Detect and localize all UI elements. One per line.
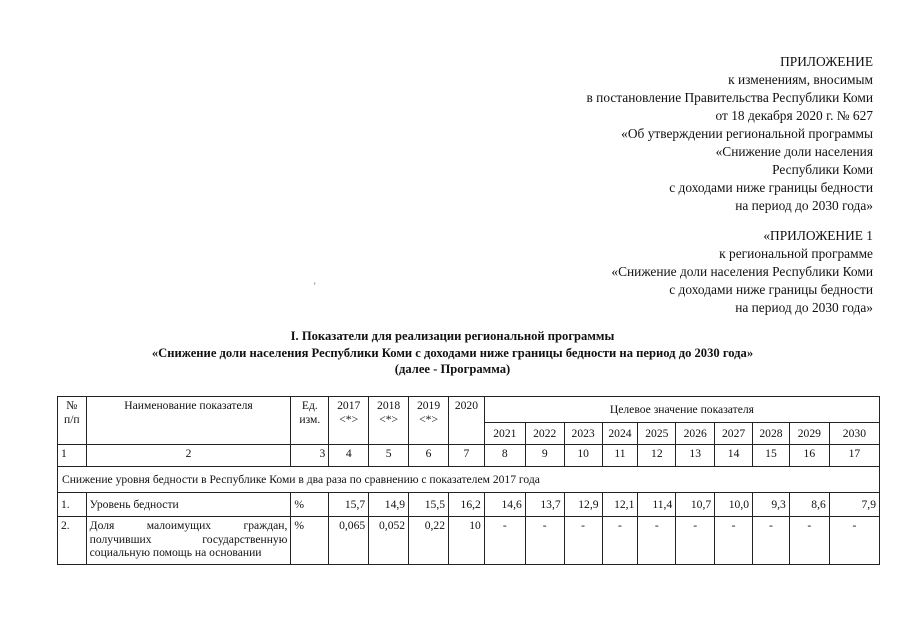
row-value: - — [715, 517, 753, 565]
target-year: 2022 — [525, 423, 564, 445]
target-year: 2023 — [564, 423, 602, 445]
row-name: Уровень бедности — [86, 493, 291, 517]
appendix-header-line: ПРИЛОЖЕНИЕ — [780, 54, 873, 69]
section-row — [58, 467, 880, 493]
appendix-header-line: с доходами ниже границы бедности — [669, 180, 873, 195]
target-year: 2029 — [789, 423, 829, 445]
header-2019: 2019 <*> — [409, 397, 449, 445]
row-value: 12,1 — [602, 493, 638, 517]
row-value: 9,3 — [753, 493, 790, 517]
column-number: 9 — [525, 445, 564, 467]
table-row — [58, 493, 880, 517]
header-unit: Ед. изм. — [291, 397, 329, 445]
target-year: 2025 — [638, 423, 676, 445]
column-number: 13 — [676, 445, 715, 467]
column-number: 4 — [329, 445, 369, 467]
indicators-table — [57, 396, 880, 565]
row-unit: % — [291, 517, 329, 565]
column-number: 7 — [449, 445, 485, 467]
target-year: 2027 — [715, 423, 753, 445]
appendix-header-line: от 18 декабря 2020 г. № 627 — [715, 108, 873, 123]
target-year: 2021 — [484, 423, 525, 445]
header-num: № п/п — [58, 397, 87, 445]
section-title: Снижение уровня бедности в Республике Коми в два раза по сравнению с показателем 2017 года — [58, 467, 880, 493]
row-value: - — [829, 517, 879, 565]
row-value: 8,6 — [789, 493, 829, 517]
row-value: 16,2 — [449, 493, 485, 517]
column-number: 5 — [369, 445, 409, 467]
row-value: 0,065 — [329, 517, 369, 565]
appendix-header-line: Республики Коми — [772, 162, 873, 177]
row-value: 14,9 — [369, 493, 409, 517]
table-row — [58, 517, 880, 565]
appendix-header-line: к изменениям, вносимым — [728, 72, 873, 87]
column-number: 6 — [409, 445, 449, 467]
row-value: - — [638, 517, 676, 565]
appendix-header-line: в постановление Правительства Республики Коми — [586, 90, 873, 105]
column-number: 1 — [58, 445, 87, 467]
column-number: 16 — [789, 445, 829, 467]
column-number: 2 — [86, 445, 291, 467]
header-name: Наименование показателя — [86, 397, 291, 445]
stray-mark: ' — [314, 281, 316, 291]
appendix-header-line: «Об утверждении региональной программы — [621, 126, 873, 141]
document-title — [0, 328, 905, 378]
header-2020: 2020 — [449, 397, 485, 445]
row-value: - — [564, 517, 602, 565]
column-number: 3 — [291, 445, 329, 467]
appendix1-header-line: «Снижение доли населения Республики Коми — [611, 264, 873, 279]
column-number: 15 — [753, 445, 790, 467]
row-value: 10,0 — [715, 493, 753, 517]
target-year: 2026 — [676, 423, 715, 445]
target-year: 2030 — [829, 423, 879, 445]
header-target: Целевое значение показателя — [484, 397, 879, 423]
appendix1-header-line: с доходами ниже границы бедности — [669, 282, 873, 297]
title-line: I. Показатели для реализации региональной программы — [290, 329, 615, 343]
appendix-header-line: «Снижение доли населения — [715, 144, 873, 159]
column-number: 12 — [638, 445, 676, 467]
column-number: 10 — [564, 445, 602, 467]
row-value: 11,4 — [638, 493, 676, 517]
header-2017: 2017 <*> — [329, 397, 369, 445]
row-value: 14,6 — [484, 493, 525, 517]
header-2018: 2018 <*> — [369, 397, 409, 445]
column-number: 17 — [829, 445, 879, 467]
row-value: 10,7 — [676, 493, 715, 517]
row-value: - — [484, 517, 525, 565]
row-value: 7,9 — [829, 493, 879, 517]
column-number: 14 — [715, 445, 753, 467]
row-name: Доля малоимущих граждан, получивших государственную социальную помощь на основании — [86, 517, 291, 565]
appendix1-header-line: на период до 2030 года» — [735, 300, 873, 315]
target-year: 2028 — [753, 423, 790, 445]
title-line: (далее - Программа) — [394, 362, 511, 376]
row-value: - — [525, 517, 564, 565]
row-value: 0,22 — [409, 517, 449, 565]
column-number: 11 — [602, 445, 638, 467]
row-unit: % — [291, 493, 329, 517]
row-value: - — [676, 517, 715, 565]
row-value: - — [789, 517, 829, 565]
table-header-row — [58, 397, 880, 423]
row-value: 13,7 — [525, 493, 564, 517]
row-value: 10 — [449, 517, 485, 565]
appendix-header — [586, 53, 873, 215]
row-num: 2. — [58, 517, 87, 565]
row-value: - — [602, 517, 638, 565]
row-value: - — [753, 517, 790, 565]
target-year: 2024 — [602, 423, 638, 445]
column-numbers-row — [58, 445, 880, 467]
title-line: «Снижение доли населения Республики Коми с доходами ниже границы бедности на период до 2030 года» — [151, 345, 754, 360]
appendix1-header-line: к региональной программе — [719, 246, 873, 261]
row-value: 15,7 — [329, 493, 369, 517]
appendix1-header — [611, 227, 873, 317]
row-num: 1. — [58, 493, 87, 517]
row-value: 12,9 — [564, 493, 602, 517]
appendix1-header-line: «ПРИЛОЖЕНИЕ 1 — [763, 228, 873, 243]
appendix-header-line: на период до 2030 года» — [735, 198, 873, 213]
column-number: 8 — [484, 445, 525, 467]
row-value: 0,052 — [369, 517, 409, 565]
row-value: 15,5 — [409, 493, 449, 517]
